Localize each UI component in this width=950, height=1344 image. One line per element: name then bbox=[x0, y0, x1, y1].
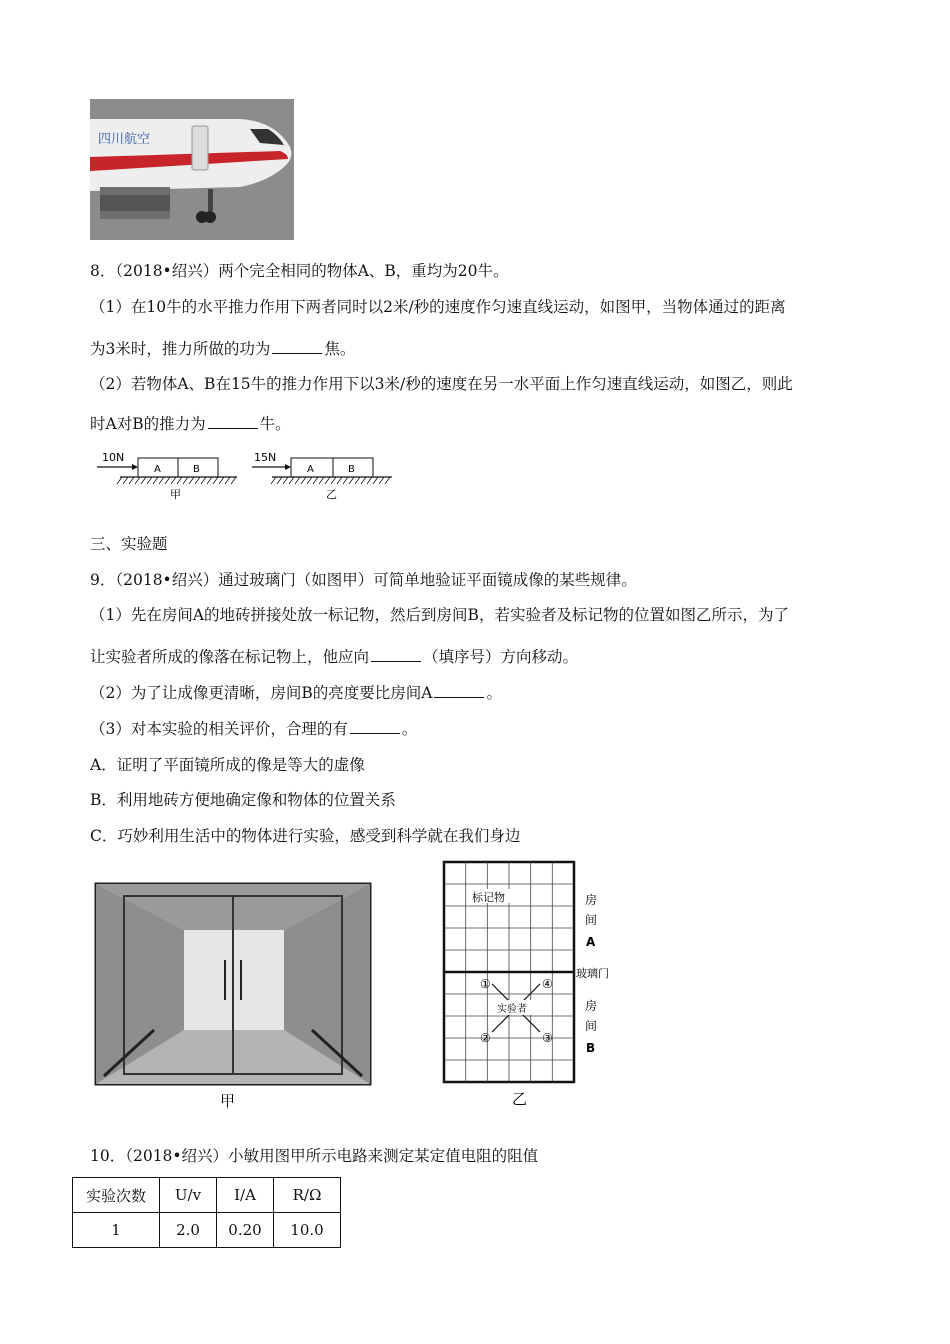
q9-part2-tail: 。 bbox=[486, 684, 502, 702]
q9-option-c: C．巧妙利用生活中的物体进行实验，感受到科学就在我们身边 bbox=[90, 827, 521, 845]
q9-figure-jia-label: 甲 bbox=[220, 1092, 236, 1110]
airplane-photo bbox=[90, 99, 294, 240]
table-header-cell: U/v bbox=[160, 1178, 217, 1213]
table-cell: 10.0 bbox=[274, 1213, 341, 1248]
q9-answer-blank-3[interactable] bbox=[350, 719, 400, 734]
q9-figure-glass-door bbox=[94, 880, 374, 1110]
q8-part2-unit: 牛。 bbox=[259, 415, 291, 433]
q8-jia-force: 10N bbox=[102, 451, 125, 464]
q9-direction-4: ④ bbox=[542, 977, 553, 991]
q10-stem: 10．（2018•绍兴）小敏用图甲所示电路来测定某定值电阻的阻值 bbox=[90, 1147, 539, 1165]
q8-jia-label: 甲 bbox=[170, 488, 181, 501]
table-header-cell: I/A bbox=[217, 1178, 274, 1213]
q9-part1-line1: （1）先在房间A的地砖拼接处放一标记物，然后到房间B，若实验者及标记物的位置如图乙所示，为了 bbox=[90, 606, 789, 624]
q8-figures bbox=[92, 448, 397, 504]
airline-logo: 四川航空 bbox=[98, 132, 151, 147]
q9-option-a: A．证明了平面镜所成的像是等大的虚像 bbox=[90, 756, 365, 774]
airplane-illustration bbox=[90, 99, 294, 240]
q8-yi-block-b: B bbox=[348, 464, 355, 475]
q9-part3 bbox=[90, 719, 417, 739]
table-cell: 1 bbox=[73, 1213, 160, 1248]
q9-answer-blank-1[interactable] bbox=[371, 647, 421, 662]
q9-person-label: 实验者 bbox=[497, 1004, 527, 1015]
q9-room-b-2: 间 bbox=[585, 1019, 598, 1033]
table-cell: 2.0 bbox=[160, 1213, 217, 1248]
q9-room-a-2: 间 bbox=[585, 913, 598, 927]
table-header-row bbox=[73, 1178, 341, 1213]
q8-answer-blank-2[interactable] bbox=[208, 414, 258, 429]
section-heading: 三、实验题 bbox=[90, 535, 168, 553]
q8-part2-line1: （2）若物体A、B在15牛的推力作用下以3米/秒的速度在另一水平面上作匀速直线运动，如图乙，则此 bbox=[90, 375, 793, 393]
q8-yi-block-a: A bbox=[307, 464, 314, 475]
q10-data-table bbox=[72, 1177, 341, 1248]
q8-jia-block-a: A bbox=[154, 464, 161, 475]
q8-part1-unit: 焦。 bbox=[324, 340, 356, 358]
q9-room-a-3: A bbox=[586, 935, 596, 949]
q9-direction-2: ② bbox=[480, 1031, 491, 1045]
q9-room-b-3: B bbox=[586, 1041, 596, 1055]
q8-yi-label: 乙 bbox=[326, 488, 337, 501]
q9-answer-blank-2[interactable] bbox=[434, 683, 484, 698]
q8-figure-yi bbox=[252, 451, 392, 501]
q8-jia-block-b: B bbox=[193, 464, 200, 475]
q9-grid-marker: 标记物 bbox=[472, 891, 505, 904]
q9-part3-tail: 。 bbox=[401, 720, 418, 738]
table-header-cell: R/Ω bbox=[274, 1178, 341, 1213]
q8-part2-text: 时A对B的推力为 bbox=[90, 415, 206, 433]
q9-glass-door-label: 玻璃门 bbox=[576, 967, 609, 980]
q9-part2-text: （2）为了让成像更清晰，房间B的亮度要比房间A bbox=[90, 684, 433, 702]
q9-part1-line2 bbox=[90, 647, 578, 667]
q9-room-a-1: 房 bbox=[585, 893, 598, 907]
q8-stem: 8．（2018•绍兴）两个完全相同的物体A、B，重均为20牛。 bbox=[90, 262, 509, 280]
q9-room-b-1: 房 bbox=[585, 999, 598, 1013]
q9-option-b: B．利用地砖方便地确定像和物体的位置关系 bbox=[90, 791, 396, 809]
q9-part2 bbox=[90, 683, 502, 703]
table-cell: 0.20 bbox=[217, 1213, 274, 1248]
q9-figure-grid bbox=[440, 860, 640, 1110]
q9-direction-1: ① bbox=[480, 977, 491, 991]
q9-part1-tail: （填序号）方向移动。 bbox=[423, 648, 579, 666]
q9-part1-text: 让实验者所成的像落在标记物上，他应向 bbox=[90, 648, 370, 666]
q9-figure-yi-label: 乙 bbox=[512, 1090, 528, 1108]
q8-part1-line1: （1）在10牛的水平推力作用下两者同时以2米/秒的速度作匀速直线运动，如图甲，当物体通过的距离 bbox=[90, 298, 786, 316]
q8-part2-line2 bbox=[90, 414, 291, 434]
q8-part1-line2 bbox=[90, 339, 355, 359]
q9-stem: 9．（2018•绍兴）通过玻璃门（如图甲）可简单地验证平面镜成像的某些规律。 bbox=[90, 571, 637, 589]
table-header-cell: 实验次数 bbox=[73, 1178, 160, 1213]
q8-answer-blank-1[interactable] bbox=[272, 339, 322, 354]
q9-direction-3: ③ bbox=[542, 1031, 553, 1045]
q8-yi-force: 15N bbox=[254, 451, 277, 464]
q8-figure-jia bbox=[97, 451, 237, 501]
q9-part3-text: （3）对本实验的相关评价，合理的有 bbox=[90, 720, 348, 738]
q8-part1-text: 为3米时，推力所做的功为 bbox=[90, 340, 271, 358]
table-row bbox=[73, 1213, 341, 1248]
